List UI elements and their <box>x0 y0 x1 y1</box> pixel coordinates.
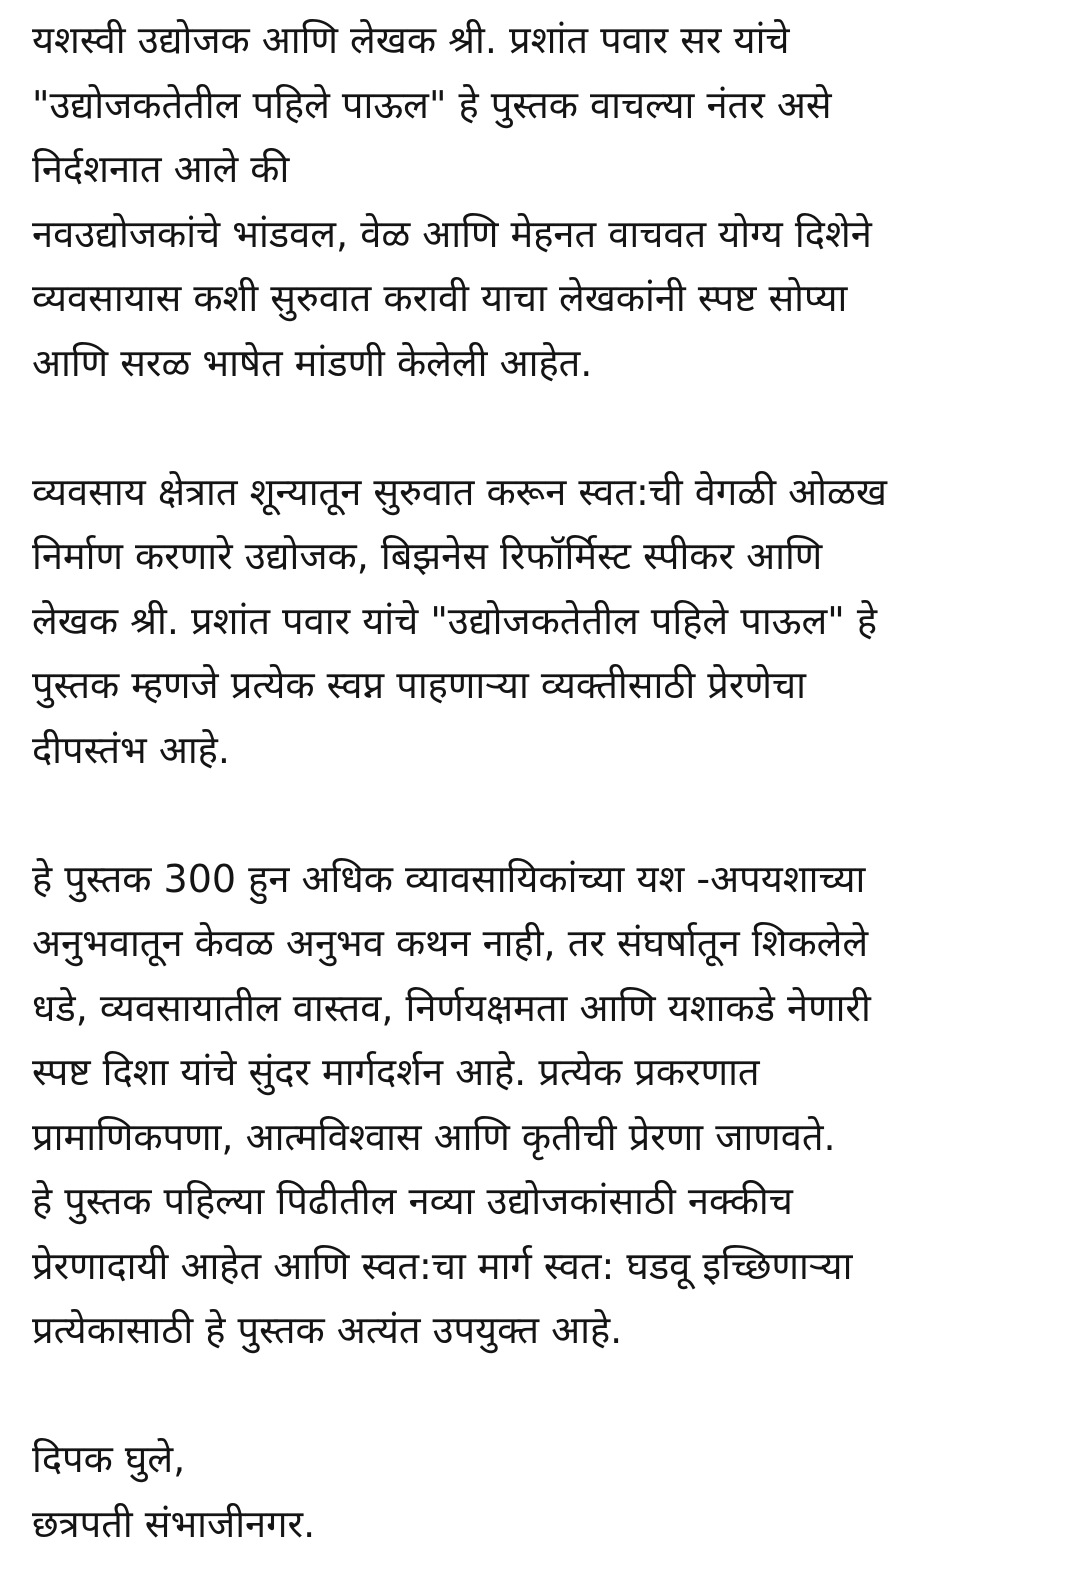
signature-name: दिपक घुले, <box>32 1437 186 1481</box>
text-line: यशस्वी उद्योजक आणि लेखक श्री. प्रशांत पवार सर यांचे <box>32 18 790 62</box>
text-line: धडे, व्यवसायातील वास्तव, निर्णयक्षमता आणि यशाकडे नेणारी <box>32 985 871 1030</box>
paragraph-author <box>32 460 1050 783</box>
signature-block <box>32 1427 1050 1556</box>
paragraph-book <box>32 847 1050 1363</box>
text-line: पुस्तक म्हणजे प्रत्येक स्वप्न पाहणाऱ्या व्यक्तीसाठी प्रेरणेचा <box>32 663 806 707</box>
paragraph-intro <box>32 8 1050 395</box>
text-line: व्यवसाय क्षेत्रात शून्यातून सुरुवात करून स्वत:ची वेगळी ओळख <box>32 469 887 514</box>
text-line: हे पुस्तक 300 हुन अधिक व्यावसायिकांच्या यश -अपयशाच्या <box>32 856 866 901</box>
signature-place: छत्रपती संभाजीनगर. <box>32 1501 316 1546</box>
text-line: प्रेरणादायी आहेत आणि स्वत:चा मार्ग स्वत: घडवू इच्छिणाऱ्या <box>32 1243 853 1288</box>
text-line: "उद्योजकतेतील पहिले पाऊल" हे पुस्तक वाचल्या नंतर असे <box>32 82 832 127</box>
text-line: प्रत्येकासाठी हे पुस्तक अत्यंत उपयुक्त आहे. <box>32 1308 623 1352</box>
text-line: निर्माण करणारे उद्योजक, बिझनेस रिफॉर्मिस्ट स्पीकर आणि <box>32 534 823 578</box>
text-line: दीपस्तंभ आहे. <box>32 727 230 772</box>
text-line: स्पष्ट दिशा यांचे सुंदर मार्गदर्शन आहे. प्रत्येक प्रकरणात <box>32 1050 760 1094</box>
paragraph-spacer <box>32 1363 1050 1428</box>
text-line: निर्दशनात आले की <box>32 147 290 191</box>
paragraph-spacer <box>32 395 1050 460</box>
text-line: व्यवसायास कशी सुरुवात करावी याचा लेखकांनी स्पष्ट सोप्या <box>32 276 848 320</box>
text-line: हे पुस्तक पहिल्या पिढीतील नव्या उद्योजकांसाठी नक्कीच <box>32 1179 793 1223</box>
text-line: आणि सरळ भाषेत मांडणी केलेली आहेत. <box>32 340 593 385</box>
text-line: नवउद्योजकांचे भांडवल, वेळ आणि मेहनत वाचवत योग्य दिशेने <box>32 211 872 256</box>
paragraph-spacer <box>32 782 1050 847</box>
text-line: अनुभवातून केवळ अनुभव कथन नाही, तर संघर्षातून शिकलेले <box>32 921 869 965</box>
text-line: लेखक श्री. प्रशांत पवार यांचे "उद्योजकतेतील पहिले पाऊल" हे <box>32 598 877 643</box>
text-line: प्रामाणिकपणा, आत्मविश्वास आणि कृतीची प्रेरणा जाणवते. <box>32 1114 836 1159</box>
